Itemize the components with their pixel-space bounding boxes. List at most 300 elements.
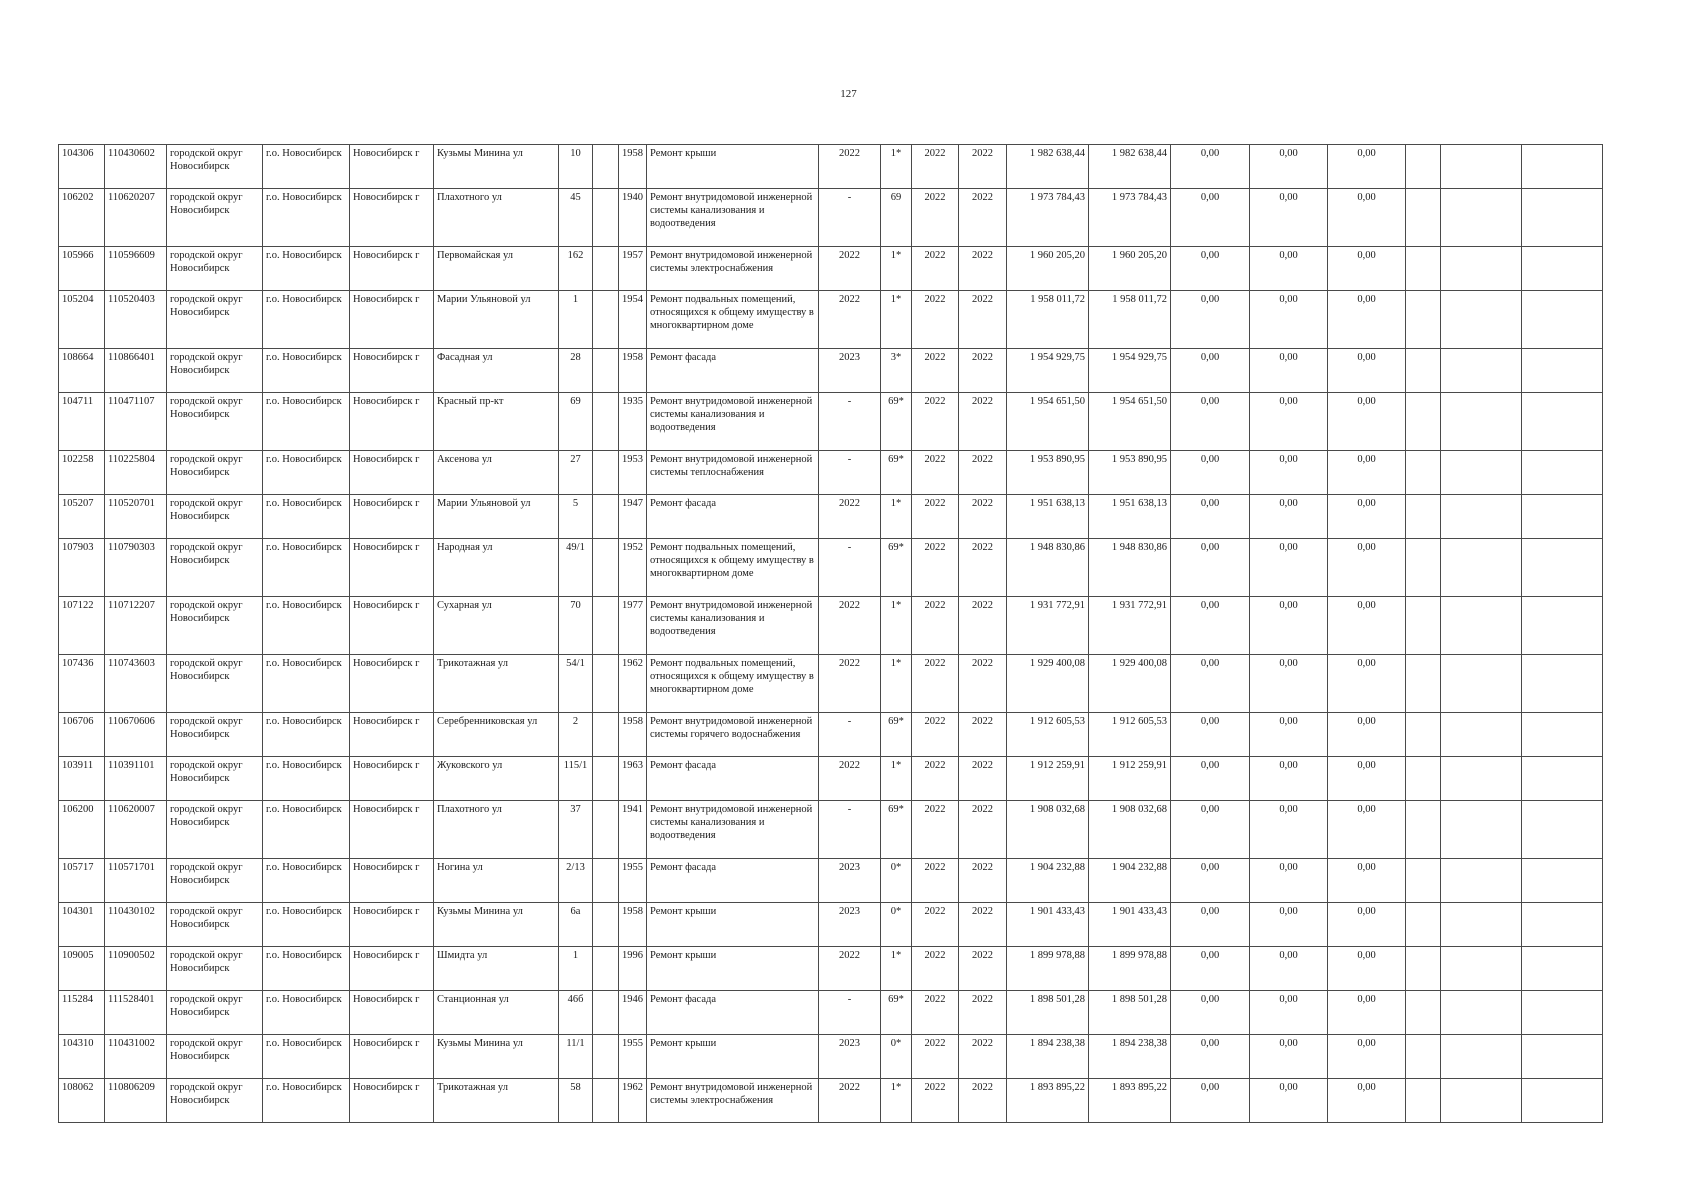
table-row xyxy=(59,757,1603,801)
cell-id: 107436 xyxy=(59,655,105,713)
cell-mark: 1* xyxy=(881,947,912,991)
cell-year-built: 1958 xyxy=(619,903,647,947)
cell-district: городской округ Новосибирск xyxy=(167,393,263,451)
cell-year-built: 1954 xyxy=(619,291,647,349)
cell-municipality: г.о. Новосибирск xyxy=(263,757,350,801)
cell-city: Новосибирск г xyxy=(350,713,434,757)
cell-work-type: Ремонт крыши xyxy=(647,903,819,947)
cell-municipality: г.о. Новосибирск xyxy=(263,291,350,349)
cell-street: Первомайская ул xyxy=(434,247,559,291)
cell-cost: 1 931 772,91 xyxy=(1007,597,1089,655)
cell-cost-total: 1 960 205,20 xyxy=(1089,247,1171,291)
cell-fund-2: 0,00 xyxy=(1250,991,1328,1035)
cell-municipality: г.о. Новосибирск xyxy=(263,655,350,713)
cell-fund-2: 0,00 xyxy=(1250,291,1328,349)
cell-id: 105717 xyxy=(59,859,105,903)
cell-fund-3: 0,00 xyxy=(1328,393,1406,451)
cell-id: 105966 xyxy=(59,247,105,291)
cell-empty xyxy=(1522,145,1603,189)
cell-empty xyxy=(1406,291,1441,349)
cell-district: городской округ Новосибирск xyxy=(167,495,263,539)
table-row xyxy=(59,1079,1603,1123)
cell-fund-1: 0,00 xyxy=(1171,1079,1250,1123)
cell-plan-end: 2022 xyxy=(959,859,1007,903)
cell-plan-start: 2022 xyxy=(912,539,959,597)
cell-municipality: г.о. Новосибирск xyxy=(263,859,350,903)
cell-plan-end: 2022 xyxy=(959,189,1007,247)
cell-district: городской округ Новосибирск xyxy=(167,349,263,393)
cell-cost: 1 973 784,43 xyxy=(1007,189,1089,247)
table-row xyxy=(59,597,1603,655)
cell-code: 110520403 xyxy=(105,291,167,349)
cell-city: Новосибирск г xyxy=(350,947,434,991)
cell-house: 58 xyxy=(559,1079,593,1123)
cell-code: 110620007 xyxy=(105,801,167,859)
table-row xyxy=(59,349,1603,393)
cell-empty xyxy=(1441,451,1522,495)
cell-fund-1: 0,00 xyxy=(1171,597,1250,655)
cell-work-type: Ремонт фасада xyxy=(647,495,819,539)
cell-extra xyxy=(593,539,619,597)
cell-street: Кузьмы Минина ул xyxy=(434,145,559,189)
cell-empty xyxy=(1441,713,1522,757)
cell-empty xyxy=(1406,145,1441,189)
table-row xyxy=(59,189,1603,247)
cell-code: 110743603 xyxy=(105,655,167,713)
cell-empty xyxy=(1441,597,1522,655)
cell-cost-total: 1 973 784,43 xyxy=(1089,189,1171,247)
cell-fund-1: 0,00 xyxy=(1171,801,1250,859)
cell-empty xyxy=(1406,393,1441,451)
cell-empty xyxy=(1522,597,1603,655)
cell-mark: 1* xyxy=(881,247,912,291)
cell-year-prev: - xyxy=(819,451,881,495)
cell-street: Сухарная ул xyxy=(434,597,559,655)
cell-year-prev: 2022 xyxy=(819,291,881,349)
cell-code: 110225804 xyxy=(105,451,167,495)
cell-fund-1: 0,00 xyxy=(1171,713,1250,757)
cell-mark: 1* xyxy=(881,757,912,801)
cell-empty xyxy=(1522,349,1603,393)
cell-work-type: Ремонт внутридомовой инженерной системы канализования и водоотведения xyxy=(647,189,819,247)
cell-empty xyxy=(1522,713,1603,757)
cell-city: Новосибирск г xyxy=(350,451,434,495)
cell-extra xyxy=(593,655,619,713)
cell-fund-1: 0,00 xyxy=(1171,757,1250,801)
cell-plan-end: 2022 xyxy=(959,539,1007,597)
cell-work-type: Ремонт подвальных помещений, относящихся к общему имуществу в многоквартирном доме xyxy=(647,539,819,597)
table-row xyxy=(59,655,1603,713)
cell-fund-2: 0,00 xyxy=(1250,1035,1328,1079)
cell-street: Трикотажная ул xyxy=(434,1079,559,1123)
cell-plan-start: 2022 xyxy=(912,291,959,349)
cell-fund-1: 0,00 xyxy=(1171,247,1250,291)
cell-house: 27 xyxy=(559,451,593,495)
cell-fund-1: 0,00 xyxy=(1171,145,1250,189)
cell-plan-end: 2022 xyxy=(959,903,1007,947)
cell-empty xyxy=(1441,291,1522,349)
cell-year-built: 1957 xyxy=(619,247,647,291)
cell-cost: 1 954 929,75 xyxy=(1007,349,1089,393)
cell-year-prev: 2023 xyxy=(819,349,881,393)
cell-plan-start: 2022 xyxy=(912,145,959,189)
cell-house: 37 xyxy=(559,801,593,859)
cell-fund-2: 0,00 xyxy=(1250,597,1328,655)
cell-empty xyxy=(1441,655,1522,713)
cell-empty xyxy=(1406,757,1441,801)
cell-fund-1: 0,00 xyxy=(1171,349,1250,393)
cell-house: 2 xyxy=(559,713,593,757)
table-row xyxy=(59,495,1603,539)
cell-code: 110430102 xyxy=(105,903,167,947)
cell-extra xyxy=(593,713,619,757)
cell-plan-end: 2022 xyxy=(959,757,1007,801)
cell-district: городской округ Новосибирск xyxy=(167,903,263,947)
cell-plan-start: 2022 xyxy=(912,947,959,991)
cell-plan-start: 2022 xyxy=(912,393,959,451)
cell-fund-3: 0,00 xyxy=(1328,189,1406,247)
cell-house: 54/1 xyxy=(559,655,593,713)
registry-table xyxy=(58,144,1603,1123)
cell-empty xyxy=(1406,903,1441,947)
cell-street: Кузьмы Минина ул xyxy=(434,903,559,947)
cell-year-prev: 2023 xyxy=(819,903,881,947)
cell-empty xyxy=(1522,757,1603,801)
cell-city: Новосибирск г xyxy=(350,247,434,291)
cell-city: Новосибирск г xyxy=(350,145,434,189)
cell-street: Кузьмы Минина ул xyxy=(434,1035,559,1079)
cell-district: городской округ Новосибирск xyxy=(167,247,263,291)
cell-empty xyxy=(1406,539,1441,597)
table-row xyxy=(59,859,1603,903)
cell-mark: 1* xyxy=(881,655,912,713)
cell-city: Новосибирск г xyxy=(350,1079,434,1123)
table-row xyxy=(59,903,1603,947)
cell-municipality: г.о. Новосибирск xyxy=(263,349,350,393)
cell-extra xyxy=(593,1079,619,1123)
cell-fund-1: 0,00 xyxy=(1171,991,1250,1035)
cell-fund-2: 0,00 xyxy=(1250,655,1328,713)
cell-extra xyxy=(593,247,619,291)
cell-id: 104301 xyxy=(59,903,105,947)
cell-street: Трикотажная ул xyxy=(434,655,559,713)
cell-empty xyxy=(1522,859,1603,903)
cell-code: 110571701 xyxy=(105,859,167,903)
cell-city: Новосибирск г xyxy=(350,495,434,539)
cell-empty xyxy=(1406,247,1441,291)
cell-cost: 1 982 638,44 xyxy=(1007,145,1089,189)
cell-city: Новосибирск г xyxy=(350,291,434,349)
table-body xyxy=(59,145,1603,1123)
cell-cost-total: 1 982 638,44 xyxy=(1089,145,1171,189)
cell-fund-2: 0,00 xyxy=(1250,145,1328,189)
cell-id: 104711 xyxy=(59,393,105,451)
cell-empty xyxy=(1406,1079,1441,1123)
cell-work-type: Ремонт подвальных помещений, относящихся к общему имуществу в многоквартирном доме xyxy=(647,291,819,349)
cell-year-built: 1963 xyxy=(619,757,647,801)
cell-empty xyxy=(1406,495,1441,539)
cell-code: 110471107 xyxy=(105,393,167,451)
cell-plan-end: 2022 xyxy=(959,247,1007,291)
cell-fund-3: 0,00 xyxy=(1328,713,1406,757)
cell-empty xyxy=(1522,1035,1603,1079)
table-row xyxy=(59,991,1603,1035)
cell-empty xyxy=(1522,451,1603,495)
cell-plan-start: 2022 xyxy=(912,247,959,291)
cell-mark: 1* xyxy=(881,495,912,539)
cell-empty xyxy=(1441,1079,1522,1123)
cell-code: 110712207 xyxy=(105,597,167,655)
cell-fund-3: 0,00 xyxy=(1328,757,1406,801)
cell-extra xyxy=(593,801,619,859)
cell-street: Марии Ульяновой ул xyxy=(434,495,559,539)
cell-id: 106200 xyxy=(59,801,105,859)
cell-id: 104306 xyxy=(59,145,105,189)
cell-year-built: 1962 xyxy=(619,1079,647,1123)
cell-city: Новосибирск г xyxy=(350,991,434,1035)
cell-work-type: Ремонт фасада xyxy=(647,991,819,1035)
cell-empty xyxy=(1522,655,1603,713)
cell-year-prev: 2022 xyxy=(819,597,881,655)
cell-mark: 0* xyxy=(881,903,912,947)
cell-empty xyxy=(1441,247,1522,291)
cell-district: городской округ Новосибирск xyxy=(167,991,263,1035)
cell-extra xyxy=(593,495,619,539)
cell-house: 1 xyxy=(559,947,593,991)
cell-mark: 1* xyxy=(881,1079,912,1123)
cell-id: 108062 xyxy=(59,1079,105,1123)
cell-city: Новосибирск г xyxy=(350,859,434,903)
cell-fund-3: 0,00 xyxy=(1328,247,1406,291)
cell-empty xyxy=(1441,903,1522,947)
cell-empty xyxy=(1406,859,1441,903)
cell-fund-3: 0,00 xyxy=(1328,655,1406,713)
cell-empty xyxy=(1406,451,1441,495)
cell-plan-start: 2022 xyxy=(912,859,959,903)
cell-cost-total: 1 894 238,38 xyxy=(1089,1035,1171,1079)
page-number: 127 xyxy=(840,88,857,100)
cell-code: 110520701 xyxy=(105,495,167,539)
cell-extra xyxy=(593,859,619,903)
cell-fund-2: 0,00 xyxy=(1250,1079,1328,1123)
cell-district: городской округ Новосибирск xyxy=(167,947,263,991)
cell-house: 1 xyxy=(559,291,593,349)
cell-cost: 1 954 651,50 xyxy=(1007,393,1089,451)
cell-cost-total: 1 929 400,08 xyxy=(1089,655,1171,713)
cell-work-type: Ремонт фасада xyxy=(647,757,819,801)
table-row xyxy=(59,1035,1603,1079)
cell-empty xyxy=(1406,991,1441,1035)
cell-fund-2: 0,00 xyxy=(1250,713,1328,757)
cell-district: городской округ Новосибирск xyxy=(167,1035,263,1079)
cell-plan-end: 2022 xyxy=(959,655,1007,713)
cell-municipality: г.о. Новосибирск xyxy=(263,991,350,1035)
cell-municipality: г.о. Новосибирск xyxy=(263,1079,350,1123)
cell-code: 111528401 xyxy=(105,991,167,1035)
cell-house: 10 xyxy=(559,145,593,189)
cell-empty xyxy=(1406,597,1441,655)
cell-house: 2/13 xyxy=(559,859,593,903)
cell-plan-start: 2022 xyxy=(912,349,959,393)
cell-code: 110596609 xyxy=(105,247,167,291)
cell-cost: 1 953 890,95 xyxy=(1007,451,1089,495)
cell-work-type: Ремонт внутридомовой инженерной системы электроснабжения xyxy=(647,247,819,291)
cell-empty xyxy=(1406,801,1441,859)
cell-year-built: 1958 xyxy=(619,713,647,757)
cell-cost: 1 901 433,43 xyxy=(1007,903,1089,947)
cell-work-type: Ремонт внутридомовой инженерной системы электроснабжения xyxy=(647,1079,819,1123)
cell-fund-1: 0,00 xyxy=(1171,655,1250,713)
cell-plan-start: 2022 xyxy=(912,597,959,655)
cell-municipality: г.о. Новосибирск xyxy=(263,495,350,539)
cell-year-prev: 2023 xyxy=(819,859,881,903)
cell-code: 110900502 xyxy=(105,947,167,991)
cell-district: городской округ Новосибирск xyxy=(167,145,263,189)
cell-empty xyxy=(1406,655,1441,713)
cell-cost-total: 1 904 232,88 xyxy=(1089,859,1171,903)
cell-plan-end: 2022 xyxy=(959,713,1007,757)
cell-fund-3: 0,00 xyxy=(1328,349,1406,393)
cell-year-prev: 2022 xyxy=(819,655,881,713)
cell-street: Народная ул xyxy=(434,539,559,597)
cell-work-type: Ремонт подвальных помещений, относящихся к общему имуществу в многоквартирном доме xyxy=(647,655,819,713)
cell-code: 110620207 xyxy=(105,189,167,247)
cell-district: городской округ Новосибирск xyxy=(167,291,263,349)
cell-fund-2: 0,00 xyxy=(1250,247,1328,291)
cell-street: Ногина ул xyxy=(434,859,559,903)
cell-empty xyxy=(1441,859,1522,903)
cell-city: Новосибирск г xyxy=(350,597,434,655)
cell-year-prev: 2022 xyxy=(819,757,881,801)
cell-cost: 1 951 638,13 xyxy=(1007,495,1089,539)
cell-empty xyxy=(1406,349,1441,393)
cell-fund-1: 0,00 xyxy=(1171,1035,1250,1079)
table-row xyxy=(59,947,1603,991)
cell-municipality: г.о. Новосибирск xyxy=(263,713,350,757)
cell-fund-3: 0,00 xyxy=(1328,539,1406,597)
cell-year-prev: - xyxy=(819,991,881,1035)
cell-id: 106706 xyxy=(59,713,105,757)
cell-city: Новосибирск г xyxy=(350,903,434,947)
cell-year-prev: 2022 xyxy=(819,495,881,539)
cell-cost: 1 960 205,20 xyxy=(1007,247,1089,291)
cell-house: 11/1 xyxy=(559,1035,593,1079)
cell-cost-total: 1 958 011,72 xyxy=(1089,291,1171,349)
cell-city: Новосибирск г xyxy=(350,757,434,801)
cell-fund-2: 0,00 xyxy=(1250,393,1328,451)
cell-district: городской округ Новосибирск xyxy=(167,757,263,801)
cell-mark: 69 xyxy=(881,189,912,247)
cell-municipality: г.о. Новосибирск xyxy=(263,539,350,597)
cell-year-built: 1955 xyxy=(619,859,647,903)
cell-fund-2: 0,00 xyxy=(1250,947,1328,991)
cell-empty xyxy=(1522,393,1603,451)
cell-extra xyxy=(593,451,619,495)
cell-house: 69 xyxy=(559,393,593,451)
cell-id: 115284 xyxy=(59,991,105,1035)
cell-plan-start: 2022 xyxy=(912,1079,959,1123)
cell-plan-end: 2022 xyxy=(959,145,1007,189)
cell-street: Фасадная ул xyxy=(434,349,559,393)
cell-year-prev: - xyxy=(819,393,881,451)
cell-code: 110391101 xyxy=(105,757,167,801)
cell-plan-end: 2022 xyxy=(959,349,1007,393)
cell-id: 105207 xyxy=(59,495,105,539)
cell-house: 162 xyxy=(559,247,593,291)
cell-fund-3: 0,00 xyxy=(1328,991,1406,1035)
cell-house: 70 xyxy=(559,597,593,655)
cell-extra xyxy=(593,349,619,393)
cell-work-type: Ремонт внутридомовой инженерной системы канализования и водоотведения xyxy=(647,393,819,451)
cell-district: городской округ Новосибирск xyxy=(167,713,263,757)
cell-extra xyxy=(593,145,619,189)
cell-house: 28 xyxy=(559,349,593,393)
cell-street: Серебренниковская ул xyxy=(434,713,559,757)
cell-municipality: г.о. Новосибирск xyxy=(263,597,350,655)
cell-district: городской округ Новосибирск xyxy=(167,1079,263,1123)
cell-work-type: Ремонт крыши xyxy=(647,947,819,991)
cell-code: 110806209 xyxy=(105,1079,167,1123)
cell-district: городской округ Новосибирск xyxy=(167,801,263,859)
table-row xyxy=(59,145,1603,189)
cell-fund-2: 0,00 xyxy=(1250,859,1328,903)
cell-cost-total: 1 912 605,53 xyxy=(1089,713,1171,757)
table-row xyxy=(59,801,1603,859)
cell-cost: 1 912 605,53 xyxy=(1007,713,1089,757)
cell-mark: 3* xyxy=(881,349,912,393)
cell-plan-end: 2022 xyxy=(959,1079,1007,1123)
cell-extra xyxy=(593,291,619,349)
cell-work-type: Ремонт крыши xyxy=(647,145,819,189)
cell-plan-end: 2022 xyxy=(959,801,1007,859)
table-row xyxy=(59,451,1603,495)
cell-fund-3: 0,00 xyxy=(1328,145,1406,189)
cell-empty xyxy=(1406,189,1441,247)
cell-mark: 0* xyxy=(881,1035,912,1079)
cell-year-built: 1958 xyxy=(619,349,647,393)
cell-plan-end: 2022 xyxy=(959,597,1007,655)
cell-municipality: г.о. Новосибирск xyxy=(263,1035,350,1079)
cell-cost-total: 1 901 433,43 xyxy=(1089,903,1171,947)
cell-id: 106202 xyxy=(59,189,105,247)
cell-plan-start: 2022 xyxy=(912,1035,959,1079)
cell-work-type: Ремонт внутридомовой инженерной системы теплоснабжения xyxy=(647,451,819,495)
cell-street: Марии Ульяновой ул xyxy=(434,291,559,349)
cell-district: городской округ Новосибирск xyxy=(167,451,263,495)
cell-mark: 69* xyxy=(881,713,912,757)
cell-code: 110790303 xyxy=(105,539,167,597)
cell-mark: 1* xyxy=(881,145,912,189)
cell-house: 6а xyxy=(559,903,593,947)
cell-empty xyxy=(1441,495,1522,539)
cell-house: 49/1 xyxy=(559,539,593,597)
cell-year-prev: - xyxy=(819,801,881,859)
cell-fund-2: 0,00 xyxy=(1250,189,1328,247)
cell-empty xyxy=(1522,247,1603,291)
cell-cost-total: 1 948 830,86 xyxy=(1089,539,1171,597)
cell-year-prev: 2022 xyxy=(819,247,881,291)
cell-fund-1: 0,00 xyxy=(1171,451,1250,495)
cell-plan-end: 2022 xyxy=(959,1035,1007,1079)
cell-fund-3: 0,00 xyxy=(1328,495,1406,539)
cell-extra xyxy=(593,1035,619,1079)
cell-municipality: г.о. Новосибирск xyxy=(263,947,350,991)
cell-house: 45 xyxy=(559,189,593,247)
cell-district: городской округ Новосибирск xyxy=(167,539,263,597)
cell-plan-end: 2022 xyxy=(959,393,1007,451)
cell-empty xyxy=(1441,757,1522,801)
cell-id: 103911 xyxy=(59,757,105,801)
